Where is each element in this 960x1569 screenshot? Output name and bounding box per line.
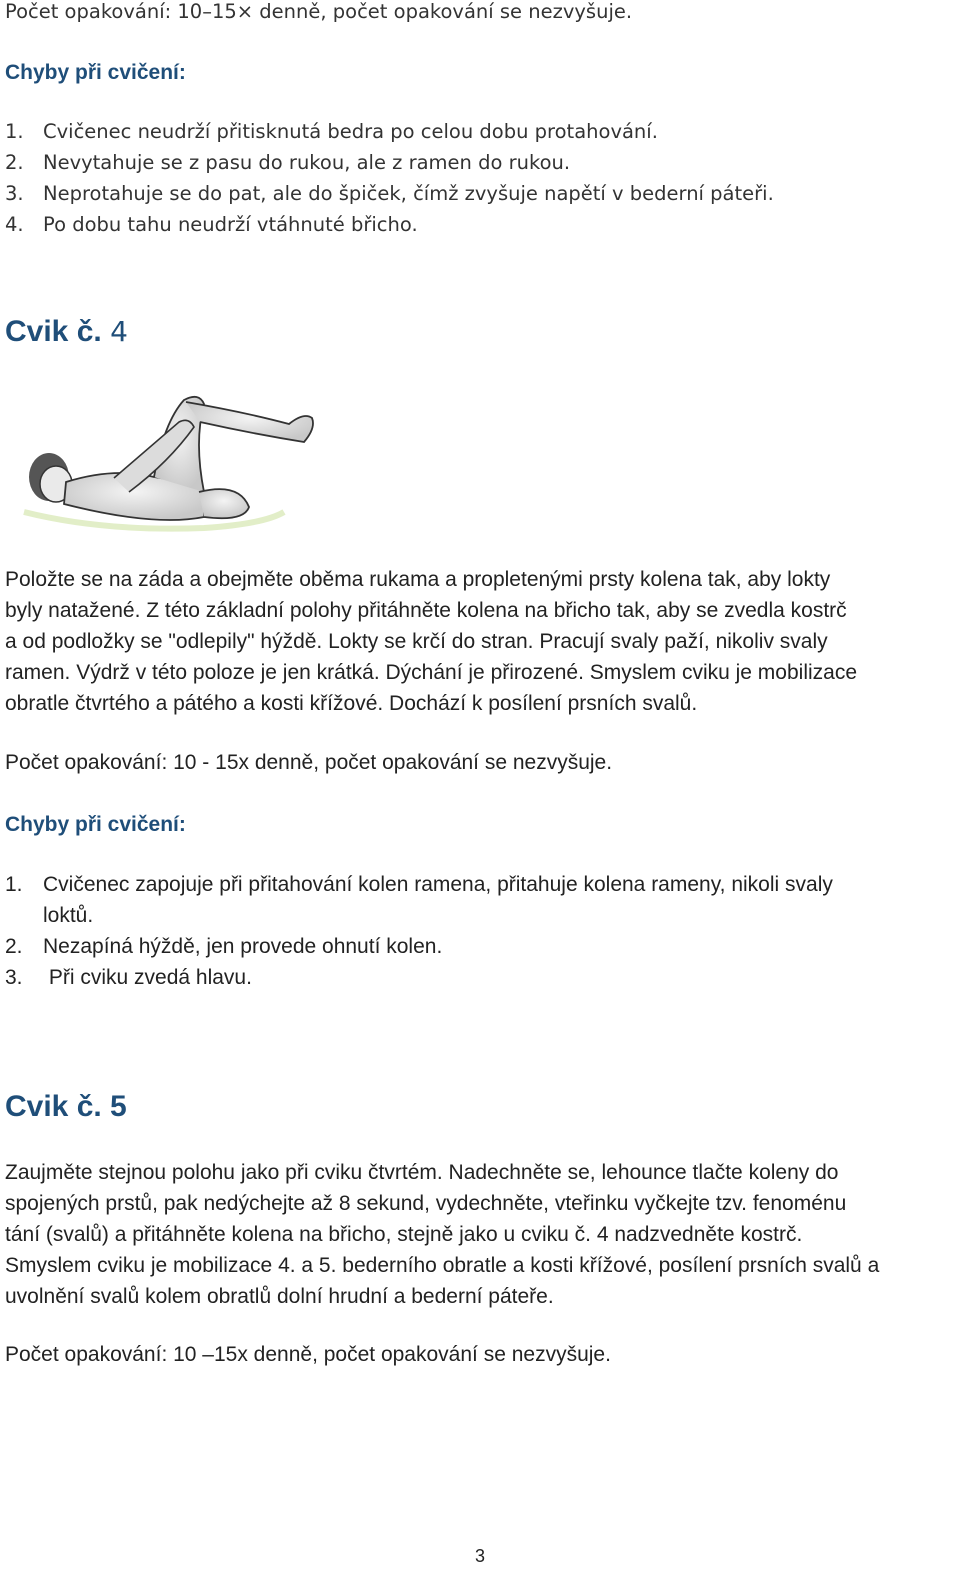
list-item: [5, 966, 252, 990]
list-number: 3.: [5, 182, 24, 205]
list-text: Při cviku zvedá hlavu.: [43, 966, 252, 989]
exercise-4-heading: [5, 315, 128, 349]
list-number: 4.: [5, 213, 24, 236]
list-item: [5, 935, 442, 959]
paragraph-line: spojených prstů, pak nedýchejte až 8 sekund, vydechněte, vteřinku vyčkejte tzv. fenoménu: [5, 1192, 847, 1215]
paragraph-line: ramen. Výdrž v této poloze je jen krátká. Dýchání je přirozené. Smyslem cviku je mobilizace: [5, 661, 858, 684]
paragraph-line: a od podložky se "odlepily" hýždě. Lokty se krčí do stran. Pracují svaly paží, nikoliv svaly: [5, 630, 828, 653]
exercise-5-description: [5, 1157, 955, 1312]
list-text: Po dobu tahu neudrží vtáhnuté břicho.: [43, 213, 418, 236]
list-text: loktů.: [43, 904, 94, 927]
list-item: [5, 120, 658, 143]
list-text: Neprotahuje se do pat, ale do špiček, čímž zvyšuje napětí v bederní páteři.: [43, 182, 774, 205]
list-number: 2.: [5, 935, 23, 958]
list-item: [5, 151, 570, 174]
paragraph-line: uvolnění svalů kolem obratlů dolní hrudní a bederní páteře.: [5, 1285, 554, 1308]
exercise-4-description: [5, 564, 955, 719]
heading-label: Cvik č.: [5, 315, 102, 348]
repeat-count-line: Počet opakování: 10 - 15x denně, počet opakování se nezvyšuje.: [5, 751, 613, 774]
list-item-continuation: [5, 904, 93, 928]
list-text: Cvičenec neudrží přitisknutá bedra po celou dobu protahování.: [43, 120, 658, 143]
list-text: Cvičenec zapojuje při přitahování kolen ramena, přitahuje kolena rameny, nikoli svaly: [43, 873, 833, 896]
errors-heading: Chyby při cvičení:: [5, 61, 186, 84]
paragraph-line: tání (svalů) a přitáhněte kolena na břicho, stejně jako u cviku č. 4 nadzvedněte kostrč.: [5, 1223, 803, 1246]
paragraph-line: Položte se na záda a obejměte oběma rukama a propletenými prsty kolena tak, aby lokty: [5, 568, 831, 591]
list-item: [5, 873, 833, 897]
repeat-count-line: Počet opakování: 10 –15x denně, počet opakování se nezvyšuje.: [5, 1343, 611, 1366]
errors-heading: Chyby při cvičení:: [5, 813, 186, 836]
paragraph-line: byly natažené. Z této základní polohy přitáhněte kolena na břicho tak, aby se zvedla kostrč: [5, 599, 847, 622]
list-number: 2.: [5, 151, 24, 174]
heading-number: 4: [110, 315, 128, 348]
list-number: 3.: [5, 966, 23, 989]
exercise-5-heading: Cvik č. 5: [5, 1090, 127, 1123]
list-number: 1.: [5, 120, 24, 143]
list-text: Nezapíná hýždě, jen provede ohnutí kolen.: [43, 935, 443, 958]
paragraph-line: Zaujměte stejnou polohu jako při cviku čtvrtém. Nadechněte se, lehounce tlačte koleny do: [5, 1161, 839, 1184]
paragraph-line: Smyslem cviku je mobilizace 4. a 5. bederního obratle a kosti křížové, posílení prsních svalů a: [5, 1254, 880, 1277]
list-item: [5, 182, 774, 205]
paragraph-line: obratle čtvrtého a pátého a kosti křížové. Dochází k posílení prsních svalů.: [5, 692, 698, 715]
list-number: 1.: [5, 873, 23, 896]
list-item: [5, 213, 418, 236]
exercise-illustration: [4, 382, 324, 540]
page-number: 3: [474, 1546, 485, 1566]
list-text: Nevytahuje se z pasu do rukou, ale z ramen do rukou.: [43, 151, 571, 174]
repeat-count-line: Počet opakování: 10–15× denně, počet opakování se nezvyšuje.: [5, 0, 633, 23]
